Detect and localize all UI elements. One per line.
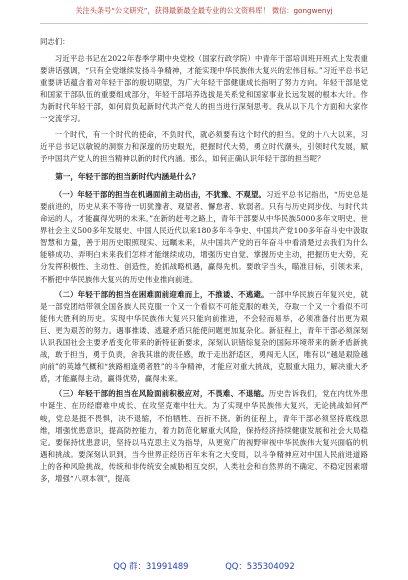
point-lead-3: （三）年轻干部的担当在风险面前积极应对，不畏难、不退缩。	[54, 389, 269, 399]
intro-paragraph: 习近平总书记在2022年春季学期中央党校（国家行政学院）中青年干部培训班开班式上发表重要讲话强调，“只有全党继续发扬斗争精神，才能实现中华民族伟大复兴的宏伟目标。”习近平总书记重要讲话蕴含着对年轻干部的殷切期望，为广大年轻干部健康成长指明了努力方向。年轻干部是党和国家干部队伍的重要组成部分，年轻干部培养选拔是关系党和国家事业长远发展的根本大计。作为新时代年轻干部，如何肩负起新时代共产党人的担当进行深刻思考。我从以下几个方面和大家作一交流学习。	[40, 54, 368, 124]
header-banner[interactable]	[40, 6, 368, 16]
header-divider	[40, 23, 368, 24]
qq-contact-label: QQ：535304092	[225, 561, 295, 571]
point-text-2: 一部中华民族百年复兴史，就是一部党团结带领全国各族人民克服一个又一个看似不可能克服的难关，夺取一个又一个看似不可能伟大胜利的历史。实现中华民族伟大复兴只能向前推进，不会轻而易举，必须准备付出更为艰巨、更为艰苦的努力。遇事推诿、逃避矛盾只能使问题更加复杂化。新征程上，青年干部必须深刻认识我国社会主要矛盾变化带来的新特征新要求，深刻认识错综复杂的国际环境带来的新矛盾新挑战，敢于担当，勇于负责，舍我其谁的责任感，敢于走出舒适区，勇闯无人区，唯有以“越是艰险越向前”的英雄气概和“狭路相逢勇者胜”的斗争精神，才能应对重大挑战，克服重大阻力，解决重大矛盾，才能赢得主动，赢得优势，赢得未来。	[40, 289, 368, 384]
section-heading: 第一，年轻干部的担当新时代内涵是什么？	[55, 171, 200, 181]
point-text-3: 历史告诉我们，党在内忧外患中诞生、在历经磨难中成长、在攻坚克难中壮大。为了实现中华民族伟大复兴，无论挑战如何严峻，党总是挺不畏惧，决不退缩，不怕牺牲、百折不挠。新的征程上，青年干部必须坚持底线思维，增强忧患意识，提高防控能力，着力防范化解重大风险，保持经济持续健康发展和社会大局稳定。要保持忧患意识，坚持以马克思主义为指导，从更宽广的视野审视中华民族伟大复兴面临的机遇和挑战。要深刻认识到，当今世界正经历百年未有之大变局，以斗争精神应对中国人民前进道路上的各种风险挑战，传统和非传统安全威胁相互交织，人类社会和自然界的不确定、不稳定因素增多，增强“八项本领”，提高	[40, 389, 368, 483]
point-lead-1: （一）年轻干部的担当在机遇面前主动出击，不犹豫、不观望。	[54, 189, 267, 199]
point-paragraph-2	[40, 289, 368, 386]
banner-text[interactable]: 关注头条号“公文研究”，获得最新最全最专业的公文资料库！ 微信：gongwenyj	[75, 6, 333, 15]
point-paragraph-1	[40, 189, 368, 286]
context-paragraph: 一个时代，有一个时代的使命，不负时代，就必须要有这个时代的担当。党的十八大以来，习近平总书记以敏锐的洞察力和深邃的历史眼光，把握时代大势，勇立时代潮头，引领时代发展，赋予中国共产党人的担当精神以新的时代内涵。那么，如何正确认识年轻干部的担当呢？	[40, 129, 368, 163]
qq-group-label: QQ 群：31991489	[113, 561, 189, 571]
contact-footer	[0, 560, 408, 572]
point-paragraph-3	[40, 388, 368, 485]
document-body	[40, 36, 368, 485]
point-text-1: 习近平总书记指出，“历史总是要前进的，历史从来不等待一切犹豫者、观望者、懈怠者、软弱者。只有与历史同步伐、与时代共命运的人，才能赢得光明的未来。”在新的赶考之路上，青年干部要从中华民族5000多年文明史、世界社会主义500多年发展史、中国人民近代以来180多年斗争史、中国共产党100多年奋斗史中汲取智慧和力量，善于用历史眼照现实、远瞩未来，从中国共产党的百年奋斗中看清楚过去我们为什么能够成功、弄明白未来我们怎样才能继续成功，增强历史自觉、掌握历史主动，把握历史大势，充分发挥积极性、主动性、创造性，抢抓战略机遇，赢得先机。要敢字当头，瞄准目标，引领未来，不断把中华民族伟大复兴的历史伟业推向前进。	[40, 189, 368, 284]
greeting: 同志们：	[40, 37, 70, 46]
point-lead-2: （二）年轻干部的担当在困难面前迎难而上，不推诿、不逃避。	[54, 289, 269, 299]
